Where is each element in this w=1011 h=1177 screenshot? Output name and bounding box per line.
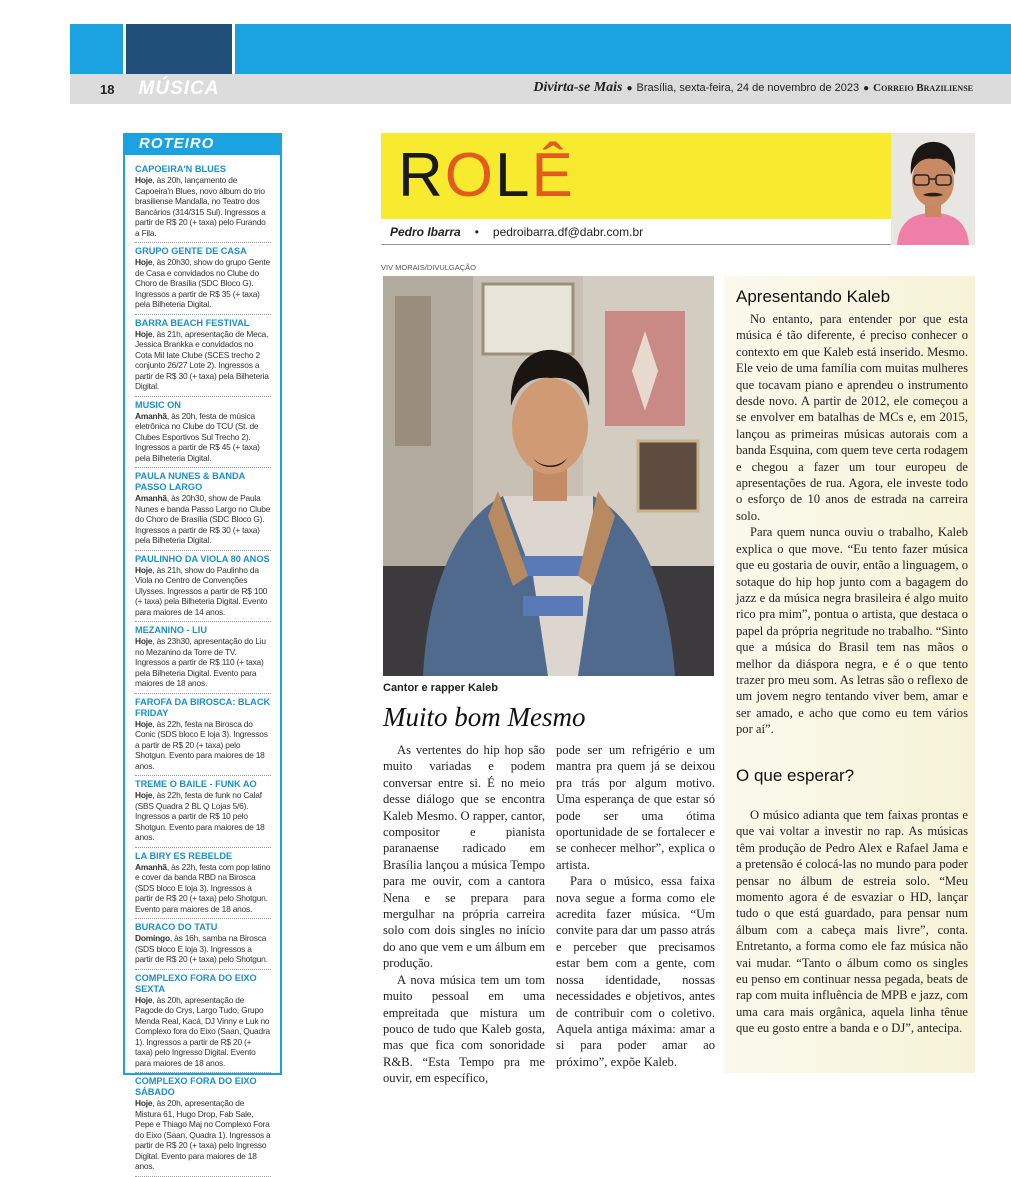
- roteiro-item-title: CAPOEIRA'N BLUES: [135, 164, 227, 174]
- columnist-portrait-icon: [891, 133, 975, 245]
- roteiro-item: [135, 694, 271, 777]
- paragraph: As vertentes do hip hop são muito variadas e podem conversar entre si. É no meio desse diálogo que se encontra Kaleb Mesmo. O rapper, cantor, compositor e pianista paranaense radicado em Brasília lançou a música Tempo para me ouvir, com a cantora Nena e se prepara para mergulhar na própria carreira solo com dois singles no início do ano que vem e um álbum em produção.: [383, 743, 545, 971]
- roteiro-item-title: GRUPO GENTE DE CASA: [135, 246, 247, 256]
- roteiro-item-text: , às 23h30, apresentação do Liu no Mezanino da Torre de TV. Ingressos a partir de R$ 110 (+ taxa) pela Bilheteria Digital. Evento para maiores de 18 anos.: [135, 636, 266, 688]
- roteiro-item-body: [135, 1098, 271, 1172]
- roteiro-item-text: , às 21h, show do Paulinho da Viola no Centro de Convenções Ulysses. Ingressos a partir de R$ 100 (+ taxa) pela Bilheteria Digital. Evento para maiores de 14 anos.: [135, 564, 268, 617]
- roteiro-item: [135, 315, 271, 397]
- roteiro-item-when: Hoje: [135, 175, 153, 185]
- roteiro-item-title: PAULA NUNES & BANDA PASSO LARGO: [135, 471, 245, 492]
- roteiro-item-when: Amanhã: [135, 410, 167, 421]
- roteiro-item-text: , às 20h, festa de música eletrônica no Clube do TCU (St. de Clubes Esportivos Sul Trecho 2). Ingressos a partir de R$ 45 (+ taxa) pela Bilheteria Digital.: [135, 410, 260, 463]
- roteiro-item-body: [135, 933, 271, 965]
- title-letter: R: [398, 141, 445, 210]
- roteiro-item: [135, 848, 271, 920]
- roteiro-item-when: Hoje: [135, 718, 153, 729]
- roteiro-item-body: [135, 565, 271, 618]
- sidebar-heading: Apresentando Kaleb: [736, 287, 891, 306]
- roteiro-item-title: FAROFA DA BIROSCA: BLACK FRIDAY: [135, 696, 271, 718]
- roteiro-item-body: [135, 790, 271, 843]
- roteiro-item-text: , às 21h, apresentação de Meca, Jessica Brankka e convidados no Cota Mil Iate Clube (SCES trecho 2 conjunto 26/27 Lote 2). Ingressos a partir de R$ 30 (+ taxa) pela Bilheteria Digital.: [135, 328, 269, 391]
- page-number: 18: [100, 82, 115, 97]
- roteiro-item-text: , às 22h, festa com pop latino e cover da banda RBD na Birosca (SDS bloco E loja 3). Ingressos a partir de R$ 20 (+ taxa) pelo Shotgun. Evento para maiores de 18 anos.: [135, 861, 271, 914]
- header-bar: [70, 24, 1011, 74]
- roteiro-item-text: , às 20h30, show de Paula Nunes e banda Passo Largo no Clube do Choro de Brasília (SDC Bloco G). Ingressos a partir de R$ 30 (+ taxa) pela Bilheteria Digital.: [135, 493, 271, 545]
- bullet-icon: ●: [626, 82, 633, 94]
- roteiro-item-when: Hoje: [135, 636, 153, 646]
- roteiro-item: [135, 1073, 271, 1177]
- roteiro-item-body: [135, 995, 271, 1069]
- author-email[interactable]: pedroibarra.df@dabr.com.br: [492, 224, 644, 239]
- roteiro-box: [123, 133, 282, 1171]
- roteiro-item: [135, 970, 271, 1074]
- roteiro-item-body: [135, 862, 271, 915]
- roteiro-item-when: Amanhã: [135, 493, 167, 503]
- roteiro-item-title: COMPLEXO FORA DO EIXO SEXTA: [135, 972, 257, 994]
- roteiro-item: [135, 776, 271, 848]
- roteiro-item-title: MEZANINO - LIU: [135, 625, 207, 635]
- roteiro-item: [135, 397, 271, 469]
- roteiro-item-body: [135, 493, 271, 546]
- roteiro-item-text: , às 20h, lançamento de Capoeira'n Blues, novo álbum do trio brasiliense Mandalla, no Teatro dos Bancários (314/315 Sul). Ingressos a partir de R$ 20 (+ taxa) pelo Furando a Fila.: [135, 175, 266, 238]
- roteiro-item-when: Hoje: [135, 994, 153, 1005]
- paragraph: A nova música tem um tom muito pessoal em uma empreitada que mistura um pouco de tudo que Kaleb gosta, mas que fica com sonoridade R&B. “Esta Tempo pra me ouvir, em específico,: [383, 972, 545, 1086]
- roteiro-item-when: Amanhã: [135, 861, 167, 872]
- title-letter: O: [444, 141, 496, 210]
- roteiro-item-when: Hoje: [135, 328, 153, 339]
- title-letter: L: [495, 141, 532, 210]
- roteiro-item-text: , às 20h, apresentação de Mistura 61, Hugo Drop, Fab Sale, Pepe e Thiago Maj no Complexo Fora do Eixo (Saan, Quadra 1). Ingressos a partir de R$ 20 (+ taxa) pelo Ingresso Digital. Evento para maiores de 18 anos.: [135, 1098, 271, 1171]
- roteiro-item-body: [135, 257, 271, 310]
- roteiro-item-body: [135, 411, 271, 464]
- sidebar-heading: O que esperar?: [736, 766, 855, 785]
- roteiro-item-when: Domingo: [135, 933, 170, 943]
- roteiro-item: [135, 161, 271, 243]
- roteiro-item-title: BARRA BEACH FESTIVAL: [135, 317, 250, 328]
- roteiro-item-when: Hoje: [135, 1098, 153, 1108]
- roteiro-item-when: Hoje: [135, 790, 153, 800]
- bullet-icon: ●: [863, 82, 870, 94]
- roteiro-item-title: COMPLEXO FORA DO EIXO SÁBADO: [135, 1076, 257, 1097]
- dateline: Brasília, sexta-feira, 24 de novembro de 2023: [636, 82, 860, 94]
- roteiro-item-text: , às 22h, festa de funk no Calaf (SBS Quadra 2 BL Q Lojas 5/6). Ingressos a partir de R$ 10 pelo Shotgun. Evento para maiores de 18 anos.: [135, 790, 265, 842]
- section-name: MÚSICA: [138, 78, 220, 99]
- article-photo: [383, 276, 714, 676]
- roteiro-item-body: [135, 175, 271, 238]
- roteiro-item: [135, 468, 271, 551]
- roteiro-title: ROTEIRO: [123, 133, 282, 155]
- roteiro-item-text: , às 20h30, show do grupo Gente de Casa e convidados no Clube do Choro de Brasília (SDC Bloco G). Ingressos a partir de R$ 35 (+ taxa) pela Bilheteria Digital.: [135, 257, 271, 309]
- article-column-2: [556, 742, 715, 1070]
- roteiro-item-when: Hoje: [135, 564, 153, 575]
- headline: Muito bom Mesmo: [383, 702, 586, 732]
- newspaper-name: Correio Braziliense: [873, 82, 973, 94]
- roteiro-item-when: Hoje: [135, 257, 153, 267]
- roteiro-item-body: [135, 329, 271, 392]
- paragraph: Para o músico, essa faixa nova segue a forma como ele acredita fazer música. “Um convite para dar um passo atrás e perceber que precisamos estar bem com a gente, com nossa identidade, nossas necessidades e objetivos, antes de contribuir com o coletivo. Aquela antiga máxima: amar a si para poder amar ao próximo”, expõe Kaleb.: [556, 874, 715, 1069]
- roteiro-item-body: [135, 636, 271, 689]
- roteiro-item-body: [135, 719, 271, 772]
- supplement-name: Divirta-se Mais: [533, 80, 623, 95]
- bullet-icon: •: [474, 224, 479, 239]
- roteiro-item-title: BURACO DO TATU: [135, 922, 218, 932]
- kaleb-portrait-icon: [383, 276, 714, 676]
- roteiro-item: [135, 919, 271, 970]
- sidebar-text-2: [736, 807, 968, 1037]
- paragraph: No entanto, para entender por que esta música é tão diferente, é preciso conhecer o contexto em que Kaleb está inserido. Mesmo. Ele veio de uma família com muitas mulheres que tocavam piano e aprendeu o instrumento desde novo. A partir de 2012, ele começou a se envolver em batalhas de MCs e, em 2015, lançou as primeiras músicas autorais com a banda Esquina, com quem teve certa rodagem e chegou a fazer um tour europeu de apresentações de rua. Agora, ele investe todo o esforço de 10 anos de estrada na carreira solo.: [736, 312, 968, 523]
- roteiro-item: [135, 551, 271, 623]
- masthead: [533, 80, 973, 96]
- columnist-photo: [891, 133, 975, 245]
- article-column-1: [383, 742, 545, 1087]
- roteiro-item: [135, 243, 271, 315]
- roteiro-item: [135, 622, 271, 694]
- paragraph: pode ser um refrigério e um mantra pra quem já se deixou pra trás por algum motivo. Uma esperança de que estar só pode ser uma ótima oportunidade de se fortalecer e se conhecer melhor”, explica o artista.: [556, 743, 715, 872]
- roteiro-item-text: , às 22h, festa na Birosca do Conic (SDS bloco E loja 3). Ingressos a partir de R$ 20 (+ taxa) pelo Shotgun. Evento para maiores de 18 anos.: [135, 718, 268, 771]
- roteiro-item-title: MUSIC ON: [135, 399, 181, 410]
- photo-credit: VIV MORAIS/DIVULGAÇÃO: [381, 263, 477, 272]
- roteiro-list: [135, 161, 271, 1177]
- title-letter: Ê: [531, 141, 575, 210]
- roteiro-item-title: PAULINHO DA VIOLA 80 ANOS: [135, 553, 270, 564]
- column-title: [398, 140, 575, 212]
- author-name: Pedro Ibarra: [390, 224, 461, 239]
- paragraph: O músico adianta que tem faixas prontas e que vai voltar a investir no rap. As músicas têm produção de Pedro Alex e Rafael Jama e a pretensão é colocá-las no mundo para poder pensar no álbum de estreia solo. “Meu momento agora é de esvaziar o HD, lançar tudo o que está guardado, para pensar num álbum com a cabeça mais livre”, conta. Entretanto, a forma como ele faz música não vai mudar. “Tanto o álbum como os singles eu penso em continuar nessa pegada, beats de rap com muita influência de MPB e jazz, com uma cara mais orgânica, aquela linha tênue que eu gosto entre a banda e o DJ”, antecipa.: [736, 808, 968, 1036]
- photo-caption: Cantor e rapper Kaleb: [383, 682, 498, 694]
- roteiro-item-title: TREME O BAILE - FUNK AO: [135, 779, 257, 789]
- byline: [381, 219, 891, 245]
- roteiro-item-text: , às 16h, samba na Birosca (SDS bloco E loja 3). Ingressos a partir de R$ 20 (+ taxa) pelo Shotgun.: [135, 933, 268, 964]
- paragraph: Para quem nunca ouviu o trabalho, Kaleb explica o que move. “Eu tento fazer música que eu gostaria de ouvir, então a linguagem, o sotaque do hip hop junto com a bagagem do jazz e da música negra brasileira é algo muito rico pra mim”, pontua o artista, que destaca o papel da própria negritude no trabalho. “Sinto que a música do Brasil tem nas mãos o melhor da diáspora negra, e é o que tento trazer pro meu som. As letras são o reflexo de um jovem negro tentando viver bem, amar e ser amado, e acho que como eu tem vários por aí”.: [736, 525, 968, 737]
- roteiro-item-title: LA BIRY ES REBELDE: [135, 850, 233, 861]
- roteiro-item-text: , às 20h, apresentação de Pagode do Crys, Largo Tudo, Grupo Menda Real, Kacá, DJ Vinny e Luk no Complexo fora do Eixo (Saan, Quadra 1). Ingressos a partir de R$ 20 (+ taxa) pelo Ingresso Digital. Evento para maiores de 18 anos.: [135, 994, 270, 1068]
- sidebar-text-1: [736, 311, 968, 738]
